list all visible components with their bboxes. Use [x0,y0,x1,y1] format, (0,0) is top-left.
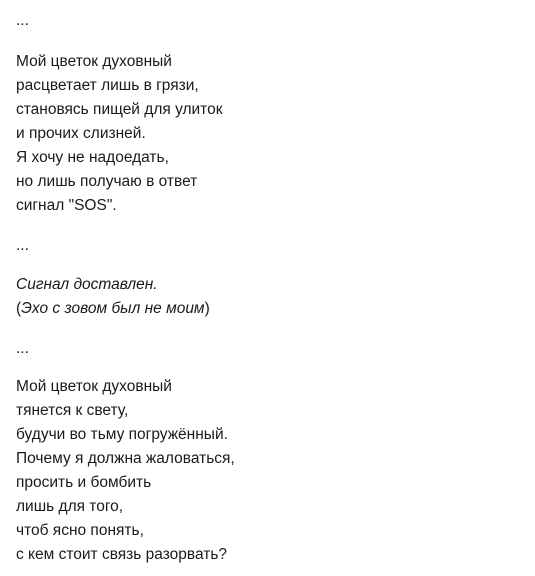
poem-line: лишь для того, [16,498,124,515]
open-paren: ( [16,300,22,317]
poem-line: чтоб ясно понять, [16,522,144,539]
poem-line: Мой цветок духовный [16,53,172,70]
poem-line: сигнал "SOS". [16,197,117,214]
poem-line: с кем стоит связь разорвать? [16,546,228,563]
italic-line-parenthetical [16,300,210,318]
poem-line: тянется к свету, [16,402,129,419]
poem-line: просить и бомбить [16,474,152,491]
poem-line: будучи во тьму погружённый. [16,426,228,443]
close-paren: ) [204,300,210,317]
poem-line: Я хочу не надоедать, [16,149,169,166]
italic-text: Эхо с зовом был не моим [21,300,205,317]
poem-line: и прочих слизней. [16,125,146,142]
poem-line: Мой цветок духовный [16,378,172,395]
separator-dots: ... [16,12,29,29]
separator-dots: ... [16,237,29,254]
poem-line: но лишь получаю в ответ [16,173,198,190]
poem-line: Почему я должна жаловаться, [16,450,235,467]
poem-line: расцветает лишь в грязи, [16,77,199,94]
poem-line: становясь пищей для улиток [16,101,223,118]
italic-line: Сигнал доставлен. [16,276,158,293]
separator-dots: ... [16,340,29,357]
